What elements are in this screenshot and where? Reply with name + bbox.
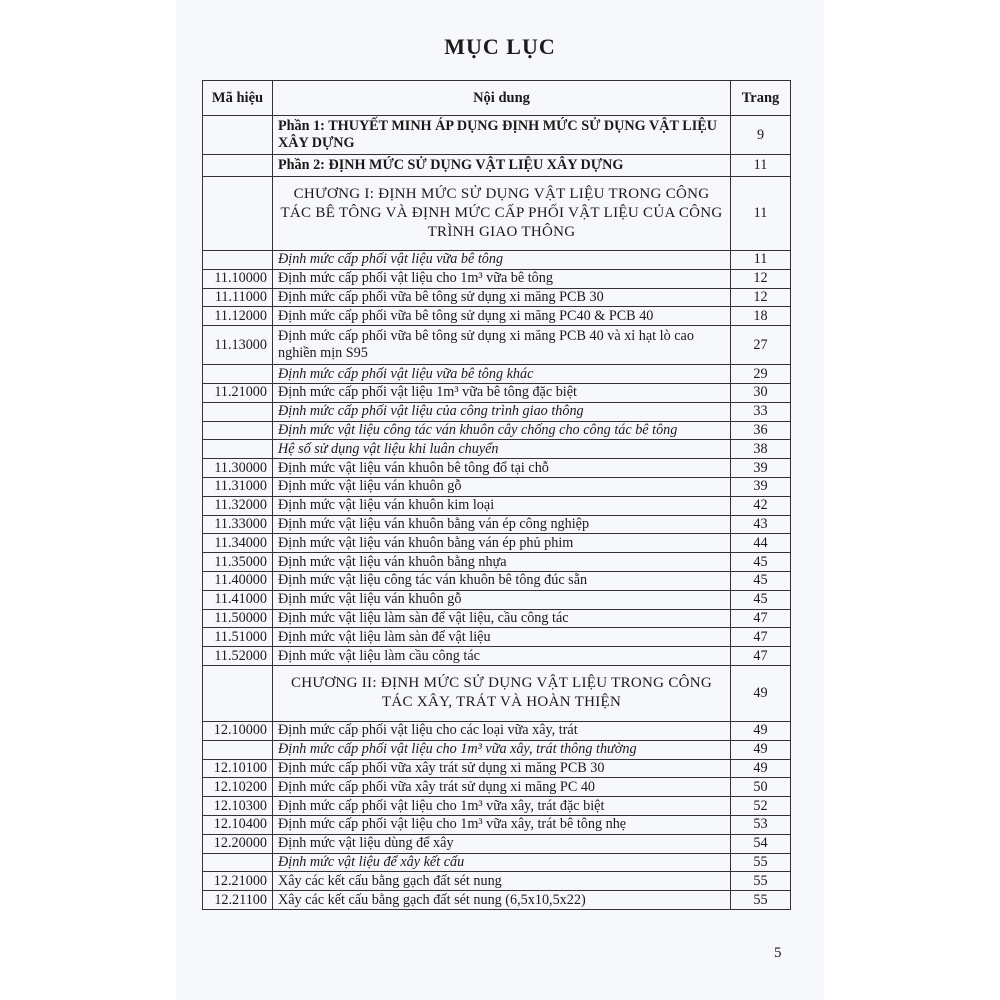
- toc-content: Định mức vật liệu ván khuôn gỗ: [273, 477, 731, 496]
- toc-content: Định mức vật liệu công tác ván khuôn bê tông đúc sẵn: [273, 571, 731, 590]
- toc-page: 47: [731, 647, 791, 666]
- toc-page: 55: [731, 872, 791, 891]
- toc-page: 18: [731, 307, 791, 326]
- toc-row: [203, 459, 791, 478]
- toc-page: 53: [731, 815, 791, 834]
- toc-row: [203, 721, 791, 740]
- toc-code: 11.52000: [203, 647, 273, 666]
- toc-row: [203, 365, 791, 384]
- toc-code: 12.21100: [203, 891, 273, 910]
- toc-code: 12.10400: [203, 815, 273, 834]
- toc-code: 11.41000: [203, 590, 273, 609]
- toc-content: Định mức cấp phối vữa xây trát sử dụng xi măng PC 40: [273, 778, 731, 797]
- toc-page: 27: [731, 326, 791, 365]
- toc-content: Định mức vật liệu công tác ván khuôn cây chống cho công tác bê tông: [273, 421, 731, 440]
- toc-page: 49: [731, 759, 791, 778]
- toc-code: 12.10100: [203, 759, 273, 778]
- toc-row: [203, 383, 791, 402]
- toc-page: 44: [731, 534, 791, 553]
- toc-code: 11.10000: [203, 269, 273, 288]
- toc-code: 11.31000: [203, 477, 273, 496]
- toc-page: 30: [731, 383, 791, 402]
- toc-content: Phần 1: THUYẾT MINH ÁP DỤNG ĐỊNH MỨC SỬ DỤNG VẬT LIỆU XÂY DỰNG: [273, 116, 731, 155]
- toc-content: Định mức cấp phối vật liệu 1m³ vữa bê tông đặc biệt: [273, 383, 731, 402]
- toc-page: 49: [731, 665, 791, 721]
- toc-code: 11.32000: [203, 496, 273, 515]
- toc-content: Định mức vật liệu ván khuôn bê tông đổ tại chỗ: [273, 459, 731, 478]
- toc-content: Định mức vật liệu dùng để xây: [273, 834, 731, 853]
- toc-page: 9: [731, 116, 791, 155]
- toc-code: 11.35000: [203, 553, 273, 572]
- toc-row: [203, 778, 791, 797]
- toc-code: 11.11000: [203, 288, 273, 307]
- toc-code: 11.21000: [203, 383, 273, 402]
- toc-content: Định mức vật liệu làm cầu công tác: [273, 647, 731, 666]
- toc-row: [203, 759, 791, 778]
- toc-content: Định mức cấp phối vật liệu của công trình giao thông: [273, 402, 731, 421]
- toc-content: Xây các kết cấu bằng gạch đất sét nung (6,5x10,5x22): [273, 891, 731, 910]
- toc-row: [203, 590, 791, 609]
- toc-row: [203, 251, 791, 270]
- toc-row: [203, 872, 791, 891]
- toc-content: Định mức cấp phối vật liệu cho các loại vữa xây, trát: [273, 721, 731, 740]
- toc-code: 11.34000: [203, 534, 273, 553]
- toc-page: 39: [731, 477, 791, 496]
- toc-page: 38: [731, 440, 791, 459]
- toc-content: Định mức cấp phối vật liệu cho 1m³ vữa xây, trát đặc biệt: [273, 797, 731, 816]
- header-code: Mã hiệu: [203, 81, 273, 116]
- toc-content: Xây các kết cấu bằng gạch đất sét nung: [273, 872, 731, 891]
- toc-page: 33: [731, 402, 791, 421]
- toc-code: [203, 740, 273, 759]
- toc-content: CHƯƠNG II: ĐỊNH MỨC SỬ DỤNG VẬT LIỆU TRONG CÔNG TÁC XÂY, TRÁT VÀ HOÀN THIỆN: [273, 665, 731, 721]
- toc-row: [203, 402, 791, 421]
- toc-row: [203, 571, 791, 590]
- toc-row: [203, 740, 791, 759]
- toc-row: [203, 477, 791, 496]
- toc-content: Định mức cấp phối vữa bê tông sử dụng xi măng PCB 40 và xỉ hạt lò cao nghiền mịn S95: [273, 326, 731, 365]
- toc-row: [203, 834, 791, 853]
- toc-code: 12.21000: [203, 872, 273, 891]
- toc-code: 12.10200: [203, 778, 273, 797]
- toc-row: [203, 515, 791, 534]
- toc-page: 47: [731, 609, 791, 628]
- toc-page: 55: [731, 891, 791, 910]
- toc-code: 12.20000: [203, 834, 273, 853]
- toc-row: [203, 853, 791, 872]
- toc-page: 45: [731, 553, 791, 572]
- toc-content: Định mức cấp phối vật liệu cho 1m³ vữa xây, trát thông thường: [273, 740, 731, 759]
- toc-row: [203, 269, 791, 288]
- toc-row: [203, 815, 791, 834]
- toc-row: [203, 797, 791, 816]
- toc-content: Định mức cấp phối vữa xây trát sử dụng xi măng PCB 30: [273, 759, 731, 778]
- toc-page: 45: [731, 571, 791, 590]
- toc-page: 29: [731, 365, 791, 384]
- toc-row: [203, 421, 791, 440]
- toc-code: 11.30000: [203, 459, 273, 478]
- toc-row: [203, 609, 791, 628]
- toc-content: Định mức cấp phối vật liệu vữa bê tông khác: [273, 365, 731, 384]
- toc-content: Định mức vật liệu ván khuôn bằng ván ép công nghiệp: [273, 515, 731, 534]
- toc-page: 36: [731, 421, 791, 440]
- toc-row: [203, 647, 791, 666]
- header-content: Nội dung: [273, 81, 731, 116]
- toc-code: [203, 421, 273, 440]
- page-title: MỤC LỤC: [444, 34, 556, 59]
- toc-content: Định mức vật liệu làm sàn để vật liệu, cầu công tác: [273, 609, 731, 628]
- toc-page: 12: [731, 288, 791, 307]
- toc-code: [203, 402, 273, 421]
- toc-content: Định mức vật liệu ván khuôn gỗ: [273, 590, 731, 609]
- toc-content: Hệ số sử dụng vật liệu khi luân chuyển: [273, 440, 731, 459]
- toc-code: 11.40000: [203, 571, 273, 590]
- toc-part-row: [203, 155, 791, 177]
- toc-row: [203, 288, 791, 307]
- toc-code: 12.10300: [203, 797, 273, 816]
- toc-code: [203, 440, 273, 459]
- toc-page: 49: [731, 740, 791, 759]
- toc-page: 55: [731, 853, 791, 872]
- toc-page: 43: [731, 515, 791, 534]
- toc-page: 50: [731, 778, 791, 797]
- toc-part-row: [203, 116, 791, 155]
- toc-page: 52: [731, 797, 791, 816]
- toc-code: [203, 177, 273, 251]
- toc-row: [203, 628, 791, 647]
- toc-row: [203, 496, 791, 515]
- toc-code: [203, 155, 273, 177]
- toc-content: Định mức vật liệu làm sàn để vật liệu: [273, 628, 731, 647]
- toc-row: [203, 307, 791, 326]
- toc-row: [203, 440, 791, 459]
- toc-page: 11: [731, 155, 791, 177]
- toc-page: 12: [731, 269, 791, 288]
- toc-code: [203, 665, 273, 721]
- toc-content: Định mức vật liệu ván khuôn kim loại: [273, 496, 731, 515]
- toc-content: Định mức vật liệu ván khuôn bằng nhựa: [273, 553, 731, 572]
- toc-page: 11: [731, 177, 791, 251]
- toc-content: Định mức cấp phối vật liệu cho 1m³ vữa xây, trát bê tông nhẹ: [273, 815, 731, 834]
- toc-row: [203, 326, 791, 365]
- toc-page: 11: [731, 251, 791, 270]
- toc-content: CHƯƠNG I: ĐỊNH MỨC SỬ DỤNG VẬT LIỆU TRONG CÔNG TÁC BÊ TÔNG VÀ ĐỊNH MỨC CẤP PHỐI VẬT LIỆU CỦA CÔNG TRÌNH GIAO THÔNG: [273, 177, 731, 251]
- toc-code: [203, 853, 273, 872]
- toc-code: [203, 251, 273, 270]
- toc-code: [203, 365, 273, 384]
- toc-body: [203, 116, 791, 910]
- toc-page: 47: [731, 628, 791, 647]
- toc-code: 11.13000: [203, 326, 273, 365]
- toc-page: 39: [731, 459, 791, 478]
- toc-page: 45: [731, 590, 791, 609]
- header-page: Trang: [731, 81, 791, 116]
- toc-content: Định mức cấp phối vữa bê tông sử dụng xi măng PC40 & PCB 40: [273, 307, 731, 326]
- toc-row: [203, 534, 791, 553]
- toc-code: [203, 116, 273, 155]
- toc-table: [202, 80, 791, 910]
- page-number: 5: [774, 945, 782, 961]
- toc-content: Định mức cấp phối vật liệu vữa bê tông: [273, 251, 731, 270]
- toc-code: 11.33000: [203, 515, 273, 534]
- toc-page: 49: [731, 721, 791, 740]
- toc-code: 11.50000: [203, 609, 273, 628]
- toc-content: Định mức vật liệu để xây kết cấu: [273, 853, 731, 872]
- toc-page: 54: [731, 834, 791, 853]
- toc-content: Định mức cấp phối vật liệu cho 1m³ vữa bê tông: [273, 269, 731, 288]
- toc-row: [203, 891, 791, 910]
- toc-content: Định mức cấp phối vữa bê tông sử dụng xi măng PCB 30: [273, 288, 731, 307]
- toc-code: 11.12000: [203, 307, 273, 326]
- toc-content: Phần 2: ĐỊNH MỨC SỬ DỤNG VẬT LIỆU XÂY DỰNG: [273, 155, 731, 177]
- toc-chapter-row: [203, 665, 791, 721]
- toc-content: Định mức vật liệu ván khuôn bằng ván ép phủ phim: [273, 534, 731, 553]
- toc-chapter-row: [203, 177, 791, 251]
- toc-code: 12.10000: [203, 721, 273, 740]
- toc-code: 11.51000: [203, 628, 273, 647]
- toc-row: [203, 553, 791, 572]
- toc-page: 42: [731, 496, 791, 515]
